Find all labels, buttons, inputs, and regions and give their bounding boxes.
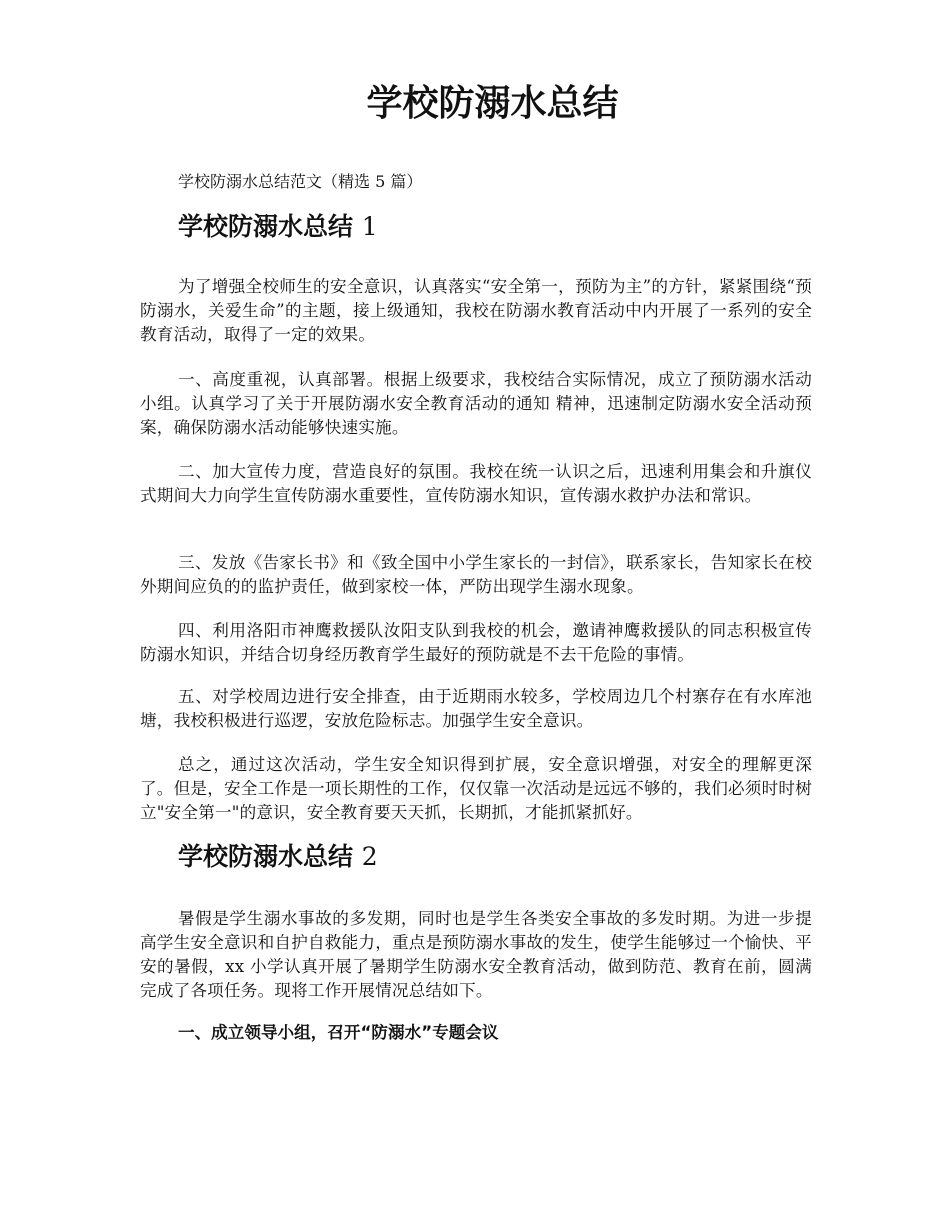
- section-1-heading-text: 学校防溺水总结: [178, 212, 354, 241]
- section-2-paragraph-intro: 暑假是学生溺水事故的多发期，同时也是学生各类安全事故的多发时期。为进一步提高学生安全意识和自护自救能力，重点是预防溺水事故的发生，使学生能够过一个愉快、平安的暑假，xx 小学认真开展了暑期学生防溺水安全教育活动，做到防范、教育在前，圆满完成了各项任务。现将工作开展情况总结如下。: [140, 909, 812, 1000]
- section-2-subheading: 一、成立领导小组，召开“防溺水”专题会议: [178, 1023, 499, 1042]
- document-subtitle: 学校防溺水总结范文（精选 5 篇）: [178, 172, 423, 191]
- document-title: 学校防溺水总结: [366, 83, 619, 124]
- section-1-paragraph-item-1: 一、高度重视，认真部署。根据上级要求，我校结合实际情况，成立了预防溺水活动小组。认真学习了关于开展防溺水安全教育活动的通知 精神，迅速制定防溺水安全活动预案，确保防溺水活动能够快速实施。: [140, 370, 812, 437]
- section-1-paragraph-item-4: 四、利用洛阳市神鹰救援队汝阳支队到我校的机会，邀请神鹰救援队的同志积极宣传防溺水知识，并结合切身经历教育学生最好的预防就是不去干危险的事情。: [140, 621, 812, 664]
- section-2-heading: [178, 840, 378, 874]
- section-1-paragraph-intro: 为了增强全校师生的安全意识，认真落实“安全第一，预防为主”的方针，紧紧围绕“预防溺水，关爱生命”的主题，接上级通知，我校在防溺水教育活动中内开展了一系列的安全教育活动，取得了一定的效果。: [140, 277, 812, 344]
- section-1-paragraph-item-5: 五、对学校周边进行安全排查，由于近期雨水较多，学校周边几个村寨存在有水库池塘，我校积极进行巡逻，安放危险标志。加强学生安全意识。: [140, 687, 812, 730]
- section-1-heading: [178, 210, 378, 244]
- section-2-heading-number: 2: [361, 842, 378, 871]
- section-1-paragraph-item-2: 二、加大宣传力度，营造良好的氛围。我校在统一认识之后，迅速利用集会和升旗仪式期间大力向学生宣传防溺水重要性，宣传防溺水知识，宣传溺水救护办法和常识。: [140, 462, 812, 505]
- section-1-heading-number: 1: [361, 212, 378, 241]
- section-1-paragraph-item-3: 三、发放《告家长书》和《致全国中小学生家长的一封信》，联系家长，告知家长在校外期间应负的的监护责任，做到家校一体，严防出现学生溺水现象。: [140, 553, 812, 596]
- section-2-heading-text: 学校防溺水总结: [178, 842, 354, 871]
- section-1-paragraph-conclusion: 总之，通过这次活动，学生安全知识得到扩展，安全意识增强，对安全的理解更深了。但是，安全工作是一项长期性的工作，仅仅靠一次活动是远远不够的，我们必须时时树立"安全第一"的意识，安全教育要天天抓，长期抓，才能抓紧抓好。: [140, 755, 812, 822]
